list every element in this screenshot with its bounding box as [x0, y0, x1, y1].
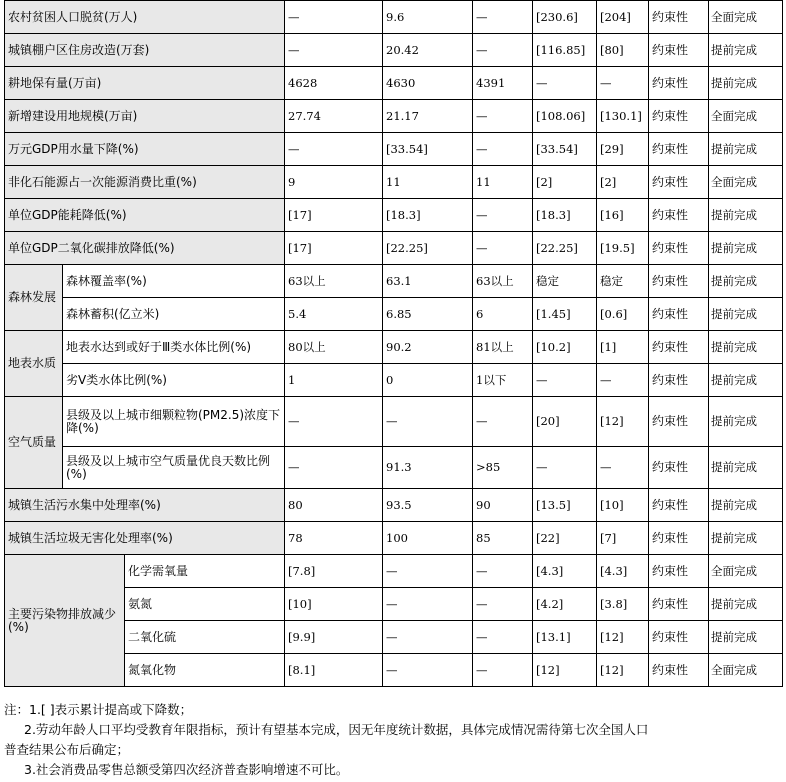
table-row: [5, 67, 783, 100]
indicator-table: [4, 0, 783, 687]
indicator-label: 氨氮: [125, 588, 285, 621]
value-cell-4: [10.2]: [533, 331, 597, 364]
value-cell-3: —: [473, 588, 533, 621]
status-cell: 全面完成: [709, 166, 783, 199]
indicator-label: 氮氧化物: [125, 654, 285, 687]
table-row: [5, 331, 783, 364]
value-cell-1: 80以上: [285, 331, 383, 364]
nature-cell: 约束性: [649, 265, 709, 298]
value-cell-4: —: [533, 447, 597, 489]
status-cell: 全面完成: [709, 555, 783, 588]
value-cell-5: [12]: [597, 397, 649, 447]
value-cell-4: [13.1]: [533, 621, 597, 654]
value-cell-1: —: [285, 397, 383, 447]
value-cell-1: [9.9]: [285, 621, 383, 654]
status-cell: 提前完成: [709, 298, 783, 331]
nature-cell: 约束性: [649, 100, 709, 133]
table-row: [5, 298, 783, 331]
value-cell-1: —: [285, 133, 383, 166]
value-cell-2: —: [383, 555, 473, 588]
table-row: [5, 34, 783, 67]
value-cell-3: 1以下: [473, 364, 533, 397]
table-row: [5, 364, 783, 397]
value-cell-4: [4.3]: [533, 555, 597, 588]
table-row: [5, 397, 783, 447]
note-3: 3.社会消费品零售总额受第四次经济普查影响增速不可比。: [24, 762, 349, 777]
value-cell-2: 11: [383, 166, 473, 199]
nature-cell: 约束性: [649, 232, 709, 265]
value-cell-4: [33.54]: [533, 133, 597, 166]
value-cell-5: [0.6]: [597, 298, 649, 331]
value-cell-1: [17]: [285, 199, 383, 232]
table-row: [5, 199, 783, 232]
value-cell-4: [13.5]: [533, 489, 597, 522]
value-cell-3: —: [473, 133, 533, 166]
nature-cell: 约束性: [649, 133, 709, 166]
indicator-label: 新增建设用地规模(万亩): [5, 100, 285, 133]
value-cell-3: —: [473, 1, 533, 34]
value-cell-1: 1: [285, 364, 383, 397]
value-cell-2: —: [383, 654, 473, 687]
indicator-label: 单位GDP能耗降低(%): [5, 199, 285, 232]
value-cell-1: [10]: [285, 588, 383, 621]
status-cell: 提前完成: [709, 199, 783, 232]
table-row: [5, 555, 783, 588]
value-cell-3: 11: [473, 166, 533, 199]
value-cell-2: [33.54]: [383, 133, 473, 166]
value-cell-1: 27.74: [285, 100, 383, 133]
value-cell-3: 63以上: [473, 265, 533, 298]
indicator-label: 地表水达到或好于Ⅲ类水体比例(%): [63, 331, 285, 364]
value-cell-3: —: [473, 199, 533, 232]
indicator-label: 森林覆盖率(%): [63, 265, 285, 298]
note-2: 2.劳动年龄人口平均受教育年限指标，预计有望基本完成，因无年度统计数据，具体完成情况需待第七次全国人口: [24, 722, 649, 737]
group-label: 空气质量: [5, 397, 63, 489]
value-cell-5: [12]: [597, 654, 649, 687]
table-row: [5, 1, 783, 34]
value-cell-3: —: [473, 34, 533, 67]
group-label: 森林发展: [5, 265, 63, 331]
value-cell-1: 63以上: [285, 265, 383, 298]
value-cell-3: —: [473, 654, 533, 687]
value-cell-3: —: [473, 100, 533, 133]
value-cell-4: [20]: [533, 397, 597, 447]
value-cell-1: —: [285, 34, 383, 67]
value-cell-1: [8.1]: [285, 654, 383, 687]
status-cell: 提前完成: [709, 588, 783, 621]
value-cell-4: [12]: [533, 654, 597, 687]
value-cell-2: 4630: [383, 67, 473, 100]
nature-cell: 约束性: [649, 1, 709, 34]
value-cell-5: [1]: [597, 331, 649, 364]
nature-cell: 约束性: [649, 588, 709, 621]
status-cell: 提前完成: [709, 232, 783, 265]
value-cell-4: —: [533, 67, 597, 100]
value-cell-2: 90.2: [383, 331, 473, 364]
nature-cell: 约束性: [649, 447, 709, 489]
nature-cell: 约束性: [649, 397, 709, 447]
value-cell-5: [4.3]: [597, 555, 649, 588]
value-cell-1: 4628: [285, 67, 383, 100]
value-cell-3: >85: [473, 447, 533, 489]
nature-cell: 约束性: [649, 331, 709, 364]
value-cell-2: 6.85: [383, 298, 473, 331]
value-cell-1: 80: [285, 489, 383, 522]
status-cell: 提前完成: [709, 522, 783, 555]
indicator-label: 二氧化硫: [125, 621, 285, 654]
value-cell-2: 63.1: [383, 265, 473, 298]
status-cell: 提前完成: [709, 34, 783, 67]
nature-cell: 约束性: [649, 555, 709, 588]
value-cell-1: [17]: [285, 232, 383, 265]
value-cell-2: 20.42: [383, 34, 473, 67]
note-1: 注：1.[ ]表示累计提高或下降数；: [4, 702, 193, 717]
note-2-cont: 普查结果公布后确定；: [4, 742, 130, 757]
nature-cell: 约束性: [649, 298, 709, 331]
indicator-label: 万元GDP用水量下降(%): [5, 133, 285, 166]
table-row: [5, 232, 783, 265]
indicator-label: 农村贫困人口脱贫(万人): [5, 1, 285, 34]
value-cell-5: [204]: [597, 1, 649, 34]
value-cell-1: [7.8]: [285, 555, 383, 588]
group-label: 主要污染物排放减少(%): [5, 555, 125, 687]
value-cell-1: 78: [285, 522, 383, 555]
indicator-label: 县级及以上城市细颗粒物(PM2.5)浓度下降(%): [63, 397, 285, 447]
value-cell-3: 4391: [473, 67, 533, 100]
table-row: [5, 100, 783, 133]
indicator-label: 化学需氧量: [125, 555, 285, 588]
nature-cell: 约束性: [649, 621, 709, 654]
value-cell-5: [12]: [597, 621, 649, 654]
value-cell-5: [130.1]: [597, 100, 649, 133]
value-cell-4: [116.85]: [533, 34, 597, 67]
value-cell-1: —: [285, 1, 383, 34]
table-row: [5, 447, 783, 489]
value-cell-2: —: [383, 621, 473, 654]
value-cell-4: [108.06]: [533, 100, 597, 133]
indicator-label: 耕地保有量(万亩): [5, 67, 285, 100]
value-cell-3: 85: [473, 522, 533, 555]
value-cell-5: [7]: [597, 522, 649, 555]
status-cell: 提前完成: [709, 489, 783, 522]
nature-cell: 约束性: [649, 364, 709, 397]
value-cell-5: —: [597, 364, 649, 397]
value-cell-4: [22.25]: [533, 232, 597, 265]
table-row: [5, 522, 783, 555]
value-cell-4: [1.45]: [533, 298, 597, 331]
value-cell-5: [10]: [597, 489, 649, 522]
indicator-label: 城镇棚户区住房改造(万套): [5, 34, 285, 67]
value-cell-5: [29]: [597, 133, 649, 166]
value-cell-4: [2]: [533, 166, 597, 199]
value-cell-5: [16]: [597, 199, 649, 232]
status-cell: 提前完成: [709, 265, 783, 298]
nature-cell: 约束性: [649, 489, 709, 522]
group-label: 地表水质: [5, 331, 63, 397]
indicator-label: 城镇生活污水集中处理率(%): [5, 489, 285, 522]
value-cell-5: 稳定: [597, 265, 649, 298]
value-cell-2: —: [383, 397, 473, 447]
status-cell: 提前完成: [709, 364, 783, 397]
value-cell-5: —: [597, 67, 649, 100]
value-cell-3: —: [473, 397, 533, 447]
table-row: [5, 489, 783, 522]
value-cell-1: —: [285, 447, 383, 489]
indicator-label: 森林蓄积(亿立米): [63, 298, 285, 331]
value-cell-3: 6: [473, 298, 533, 331]
value-cell-3: —: [473, 555, 533, 588]
indicator-label: 城镇生活垃圾无害化处理率(%): [5, 522, 285, 555]
status-cell: 提前完成: [709, 621, 783, 654]
table-notes: [4, 700, 784, 780]
table-row: [5, 166, 783, 199]
table-row: [5, 133, 783, 166]
status-cell: 全面完成: [709, 654, 783, 687]
value-cell-2: 91.3: [383, 447, 473, 489]
status-cell: 提前完成: [709, 331, 783, 364]
value-cell-2: 93.5: [383, 489, 473, 522]
status-cell: 全面完成: [709, 100, 783, 133]
value-cell-1: 9: [285, 166, 383, 199]
value-cell-5: [19.5]: [597, 232, 649, 265]
value-cell-4: [230.6]: [533, 1, 597, 34]
indicator-label: 单位GDP二氧化碳排放降低(%): [5, 232, 285, 265]
value-cell-1: 5.4: [285, 298, 383, 331]
value-cell-2: 9.6: [383, 1, 473, 34]
value-cell-5: —: [597, 447, 649, 489]
table-row: [5, 265, 783, 298]
value-cell-3: 90: [473, 489, 533, 522]
value-cell-4: —: [533, 364, 597, 397]
value-cell-5: [80]: [597, 34, 649, 67]
value-cell-4: [18.3]: [533, 199, 597, 232]
indicator-label: 劣Ⅴ类水体比例(%): [63, 364, 285, 397]
value-cell-5: [2]: [597, 166, 649, 199]
status-cell: 全面完成: [709, 1, 783, 34]
status-cell: 提前完成: [709, 133, 783, 166]
value-cell-2: 100: [383, 522, 473, 555]
indicator-label: 县级及以上城市空气质量优良天数比例(%): [63, 447, 285, 489]
indicator-label: 非化石能源占一次能源消费比重(%): [5, 166, 285, 199]
nature-cell: 约束性: [649, 34, 709, 67]
value-cell-2: 21.17: [383, 100, 473, 133]
value-cell-4: 稳定: [533, 265, 597, 298]
value-cell-5: [3.8]: [597, 588, 649, 621]
nature-cell: 约束性: [649, 166, 709, 199]
value-cell-2: —: [383, 588, 473, 621]
value-cell-2: [18.3]: [383, 199, 473, 232]
value-cell-3: —: [473, 621, 533, 654]
status-cell: 提前完成: [709, 447, 783, 489]
nature-cell: 约束性: [649, 67, 709, 100]
value-cell-2: 0: [383, 364, 473, 397]
status-cell: 提前完成: [709, 67, 783, 100]
nature-cell: 约束性: [649, 654, 709, 687]
nature-cell: 约束性: [649, 199, 709, 232]
status-cell: 提前完成: [709, 397, 783, 447]
value-cell-4: [4.2]: [533, 588, 597, 621]
value-cell-2: [22.25]: [383, 232, 473, 265]
value-cell-3: —: [473, 232, 533, 265]
value-cell-4: [22]: [533, 522, 597, 555]
value-cell-3: 81以上: [473, 331, 533, 364]
nature-cell: 约束性: [649, 522, 709, 555]
